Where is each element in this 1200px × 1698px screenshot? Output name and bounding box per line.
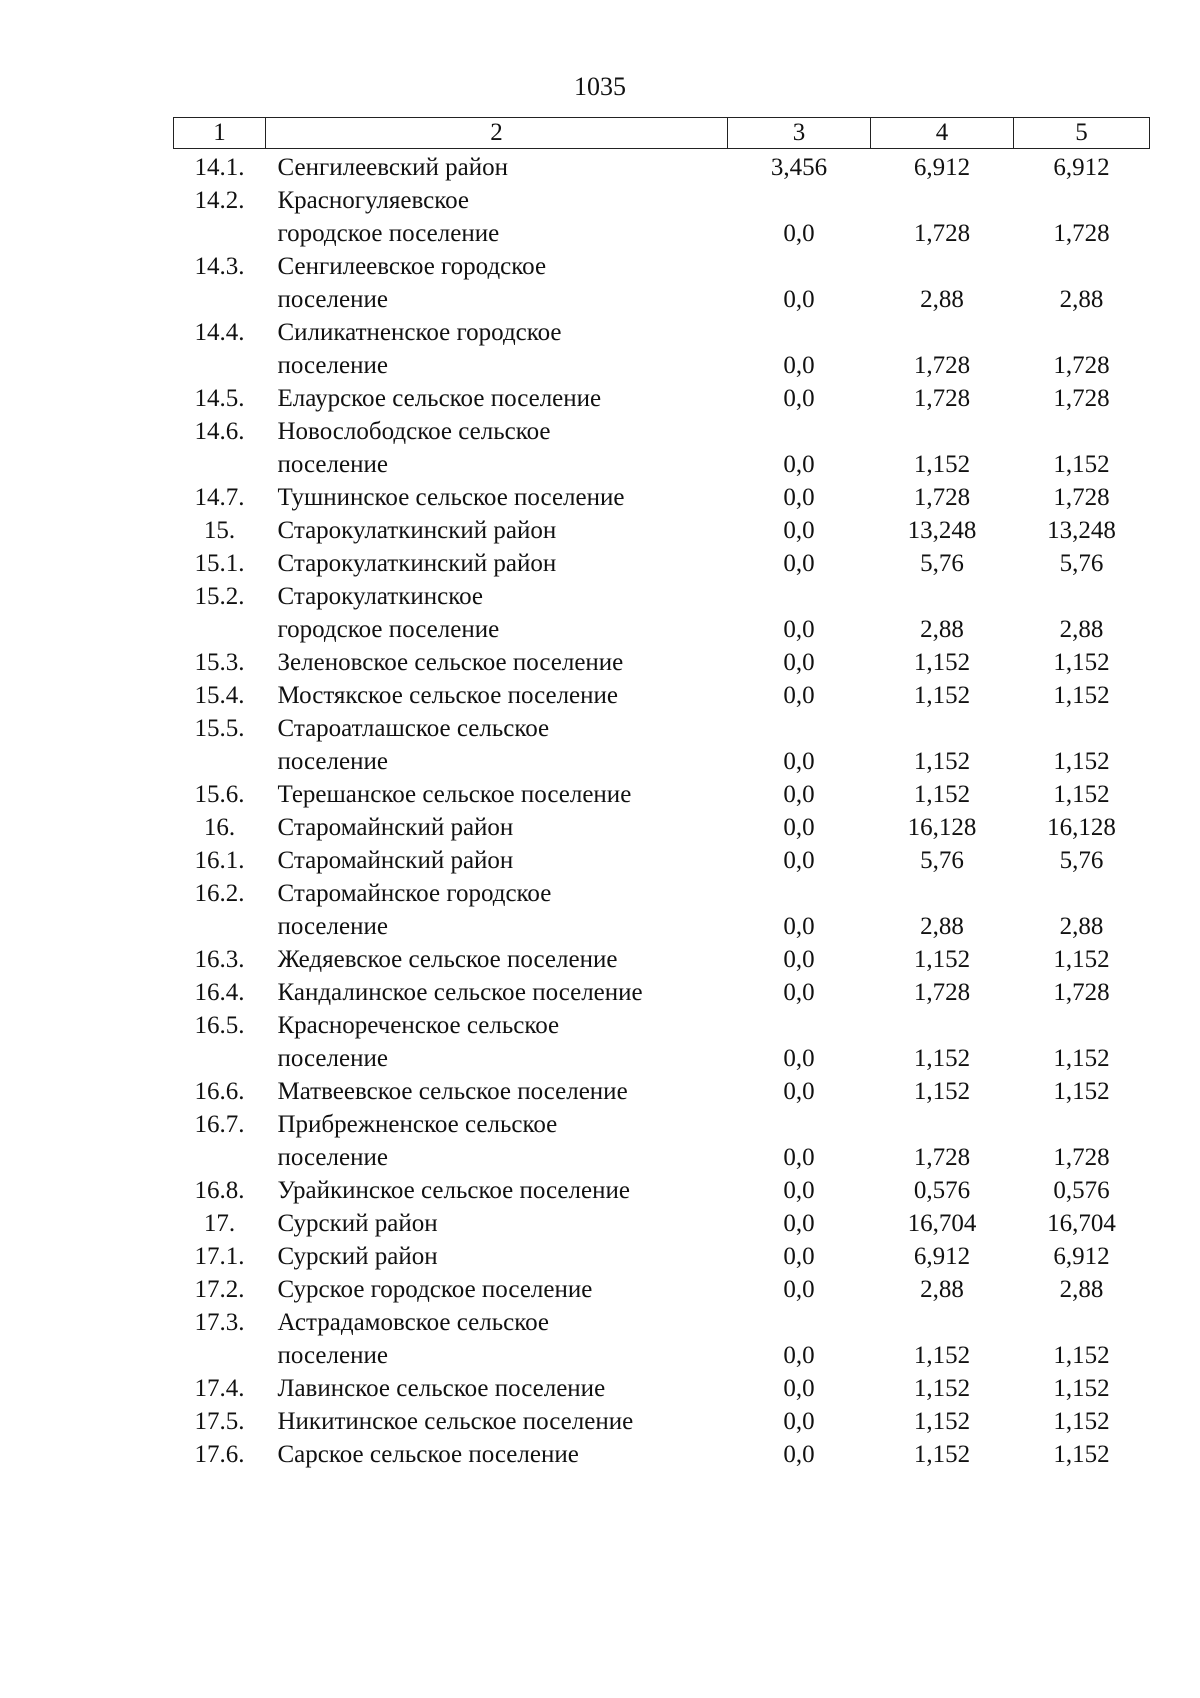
row-name: Матвеевское сельское поселение: [277, 1078, 628, 1105]
row-name: Астрадамовское сельское поселение: [277, 1309, 550, 1369]
row-number: 15.4.: [194, 682, 245, 709]
row-name: Никитинское сельское поселение: [277, 1408, 634, 1435]
header-col-4: 4: [871, 118, 1014, 149]
row-number: 14.7.: [194, 484, 245, 511]
row-number: 17.: [203, 1210, 236, 1237]
table-row: [174, 877, 1150, 943]
row-value-col5: 5,76: [1059, 847, 1104, 874]
table-row: [174, 844, 1150, 877]
row-value-col4: 1,152: [913, 946, 971, 973]
row-value-col4: 1,728: [913, 385, 971, 412]
row-number: 16.7.: [194, 1111, 245, 1138]
row-name: Старомайнский район: [277, 814, 514, 841]
row-value-col5: 1,728: [1053, 1144, 1110, 1171]
table-row: [174, 712, 1150, 778]
table-row: [174, 316, 1150, 382]
row-value-col3: 0,0: [783, 979, 815, 1006]
table-row: [174, 1009, 1150, 1075]
row-number: 17.4.: [194, 1375, 245, 1402]
row-name: Сурский район: [277, 1210, 438, 1237]
row-name: Прибрежненское сельское поселение: [277, 1111, 558, 1171]
row-number: 16.5.: [194, 1012, 245, 1039]
row-value-col3: 0,0: [783, 1177, 815, 1204]
row-value-col5: 2,88: [1059, 913, 1104, 940]
row-value-col5: 1,728: [1053, 385, 1110, 412]
row-value-col3: 0,0: [783, 1210, 815, 1237]
row-value-col3: 0,0: [783, 649, 815, 676]
row-number: 15.2.: [194, 583, 245, 610]
row-value-col3: 0,0: [783, 451, 815, 478]
table-row: [174, 1207, 1150, 1240]
row-value-col3: 0,0: [783, 748, 815, 775]
row-value-col3: 0,0: [783, 913, 815, 940]
row-value-col5: 13,248: [1047, 517, 1116, 544]
row-number: 16.: [203, 814, 236, 841]
row-value-col3: 0,0: [783, 484, 815, 511]
row-value-col4: 1,152: [913, 1045, 971, 1072]
header-col-1: 1: [174, 118, 266, 149]
row-value-col5: 2,88: [1059, 1276, 1104, 1303]
table-row: [174, 1174, 1150, 1207]
page-number: 1035: [574, 72, 626, 101]
table-row: [174, 415, 1150, 481]
row-value-col4: 6,912: [913, 1243, 971, 1270]
row-value-col3: 0,0: [783, 1276, 815, 1303]
row-value-col3: 0,0: [783, 682, 815, 709]
row-value-col4: 16,704: [907, 1210, 977, 1237]
document-table-container: [173, 117, 1149, 1471]
row-value-col3: 0,0: [783, 1375, 815, 1402]
row-value-col5: 1,728: [1053, 352, 1110, 379]
table-row: [174, 184, 1150, 250]
row-number: 16.6.: [194, 1078, 245, 1105]
row-name: Красногуляевское городское поселение: [277, 187, 500, 247]
row-value-col5: 1,728: [1053, 484, 1110, 511]
header-col-5: 5: [1014, 118, 1150, 149]
table-row: [174, 646, 1150, 679]
row-value-col3: 0,0: [783, 1045, 815, 1072]
row-value-col5: 1,152: [1053, 1045, 1110, 1072]
row-number: 14.1.: [194, 154, 245, 181]
row-number: 14.4.: [194, 319, 245, 346]
row-number: 14.3.: [194, 253, 245, 280]
row-number: 15.: [203, 517, 236, 544]
row-value-col3: 0,0: [783, 946, 815, 973]
row-number: 15.5.: [194, 715, 245, 742]
row-name: Сенгилеевский район: [277, 154, 509, 181]
row-value-col3: 0,0: [783, 517, 815, 544]
row-value-col5: 1,728: [1053, 979, 1110, 1006]
row-name: Сарское сельское поселение: [277, 1441, 579, 1468]
row-value-col3: 0,0: [783, 847, 815, 874]
row-value-col3: 0,0: [783, 1441, 815, 1468]
row-name: Новослободское сельское поселение: [277, 418, 551, 478]
row-value-col5: 1,152: [1053, 748, 1110, 775]
row-number: 16.2.: [194, 880, 245, 907]
row-value-col4: 2,88: [920, 1276, 964, 1303]
row-value-col5: 1,152: [1053, 946, 1110, 973]
row-name: Жедяевское сельское поселение: [277, 946, 618, 973]
row-name: Сурский район: [277, 1243, 438, 1270]
row-name: Краснореченское сельское поселение: [277, 1012, 560, 1072]
table-row: [174, 1372, 1150, 1405]
table-row: [174, 547, 1150, 580]
row-value-col5: 1,152: [1053, 1408, 1110, 1435]
row-number: 16.8.: [194, 1177, 245, 1204]
row-value-col5: 1,152: [1053, 1375, 1110, 1402]
row-value-col5: 1,728: [1053, 220, 1110, 247]
row-value-col4: 6,912: [913, 154, 971, 181]
row-number: 16.4.: [194, 979, 245, 1006]
row-value-col5: 1,152: [1053, 1441, 1110, 1468]
table-row: [174, 1438, 1150, 1471]
row-name: Старомайнский район: [277, 847, 514, 874]
row-number: 17.3.: [194, 1309, 245, 1336]
row-value-col3: 0,0: [783, 220, 815, 247]
row-value-col3: 0,0: [783, 385, 815, 412]
row-name: Сурское городское поселение: [277, 1276, 593, 1303]
row-value-col5: 0,576: [1053, 1177, 1110, 1204]
table-row: [174, 1306, 1150, 1372]
row-number: 16.1.: [194, 847, 245, 874]
row-value-col4: 1,152: [913, 649, 971, 676]
row-number: 17.6.: [194, 1441, 245, 1468]
row-value-col3: 0,0: [783, 616, 815, 643]
table-row: [174, 250, 1150, 316]
row-value-col4: 1,728: [913, 979, 971, 1006]
row-value-col4: 13,248: [907, 517, 977, 544]
row-value-col4: 1,152: [913, 781, 971, 808]
row-name: Лавинское сельское поселение: [277, 1375, 606, 1402]
row-name: Старокулаткинское городское поселение: [277, 583, 500, 643]
row-number: 14.2.: [194, 187, 245, 214]
row-value-col5: 1,152: [1053, 682, 1110, 709]
row-value-col5: 2,88: [1059, 286, 1104, 313]
table-header: [174, 118, 1150, 149]
table-row: [174, 811, 1150, 844]
row-value-col5: 1,152: [1053, 451, 1110, 478]
row-value-col3: 0,0: [783, 1408, 815, 1435]
row-value-col3: 0,0: [783, 352, 815, 379]
table-row: [174, 514, 1150, 547]
row-name: Терешанское сельское поселение: [277, 781, 632, 808]
row-value-col4: 1,152: [913, 1408, 971, 1435]
row-value-col5: 6,912: [1053, 154, 1110, 181]
row-value-col3: 0,0: [783, 1342, 815, 1369]
row-value-col4: 2,88: [920, 913, 964, 940]
row-name: Урайкинское сельское поселение: [277, 1177, 630, 1204]
row-value-col3: 3,456: [770, 154, 828, 181]
row-number: 15.3.: [194, 649, 245, 676]
row-value-col5: 1,152: [1053, 649, 1110, 676]
row-name: Елаурское сельское поселение: [277, 385, 602, 412]
row-number: 17.2.: [194, 1276, 245, 1303]
row-value-col4: 1,152: [913, 1375, 971, 1402]
row-name: Старокулаткинский район: [277, 517, 557, 544]
row-value-col3: 0,0: [783, 550, 815, 577]
table-row: [174, 1405, 1150, 1438]
row-name: Силикатненское городское поселение: [277, 319, 562, 379]
row-value-col4: 5,76: [920, 847, 964, 874]
table-row: [174, 382, 1150, 415]
row-value-col4: 5,76: [920, 550, 964, 577]
row-value-col4: 1,728: [913, 484, 971, 511]
row-name: Сенгилеевское городское поселение: [277, 253, 547, 313]
table-row: [174, 976, 1150, 1009]
row-number: 14.5.: [194, 385, 245, 412]
table-row: [174, 1075, 1150, 1108]
header-col-3: 3: [728, 118, 871, 149]
row-value-col5: 16,704: [1047, 1210, 1116, 1237]
row-value-col3: 0,0: [783, 286, 815, 313]
row-value-col4: 16,128: [907, 814, 977, 841]
row-value-col4: 1,728: [913, 352, 971, 379]
row-value-col3: 0,0: [783, 1144, 815, 1171]
row-number: 14.6.: [194, 418, 245, 445]
table-row: [174, 679, 1150, 712]
row-value-col3: 0,0: [783, 814, 815, 841]
row-name: Мостякское сельское поселение: [277, 682, 618, 709]
table-row: [174, 481, 1150, 514]
row-value-col5: 1,152: [1053, 1078, 1110, 1105]
row-name: Старомайнское городское поселение: [277, 880, 552, 940]
row-value-col5: 6,912: [1053, 1243, 1110, 1270]
table-row: [174, 1273, 1150, 1306]
row-number: 15.1.: [194, 550, 245, 577]
table-row: [174, 580, 1150, 646]
table-row: [174, 1108, 1150, 1174]
allocation-table: [173, 117, 1150, 1471]
row-value-col3: 0,0: [783, 781, 815, 808]
row-value-col4: 2,88: [920, 616, 964, 643]
row-value-col4: 1,728: [913, 220, 971, 247]
row-value-col4: 1,152: [913, 1441, 971, 1468]
table-row: [174, 149, 1150, 185]
row-value-col5: 2,88: [1059, 616, 1104, 643]
row-value-col4: 1,152: [913, 1078, 971, 1105]
row-value-col3: 0,0: [783, 1078, 815, 1105]
row-name: Староатлашское сельское поселение: [277, 715, 550, 775]
row-value-col4: 1,728: [913, 1144, 971, 1171]
row-value-col5: 5,76: [1059, 550, 1104, 577]
table-body: [174, 149, 1150, 1472]
row-name: Старокулаткинский район: [277, 550, 557, 577]
row-name: Зеленовское сельское поселение: [277, 649, 624, 676]
row-value-col4: 1,152: [913, 748, 971, 775]
row-value-col5: 16,128: [1047, 814, 1116, 841]
table-row: [174, 1240, 1150, 1273]
table-row: [174, 943, 1150, 976]
row-value-col4: 2,88: [920, 286, 964, 313]
row-number: 17.5.: [194, 1408, 245, 1435]
row-number: 17.1.: [194, 1243, 245, 1270]
row-value-col3: 0,0: [783, 1243, 815, 1270]
row-value-col4: 1,152: [913, 682, 971, 709]
row-value-col5: 1,152: [1053, 1342, 1110, 1369]
row-value-col5: 1,152: [1053, 781, 1110, 808]
header-row: [174, 118, 1150, 149]
row-number: 16.3.: [194, 946, 245, 973]
row-value-col4: 0,576: [913, 1177, 971, 1204]
table-row: [174, 778, 1150, 811]
row-value-col4: 1,152: [913, 1342, 971, 1369]
row-value-col4: 1,152: [913, 451, 971, 478]
row-number: 15.6.: [194, 781, 245, 808]
row-name: Тушнинское сельское поселение: [277, 484, 625, 511]
row-name: Кандалинское сельское поселение: [277, 979, 643, 1006]
header-col-2: 2: [266, 118, 728, 149]
